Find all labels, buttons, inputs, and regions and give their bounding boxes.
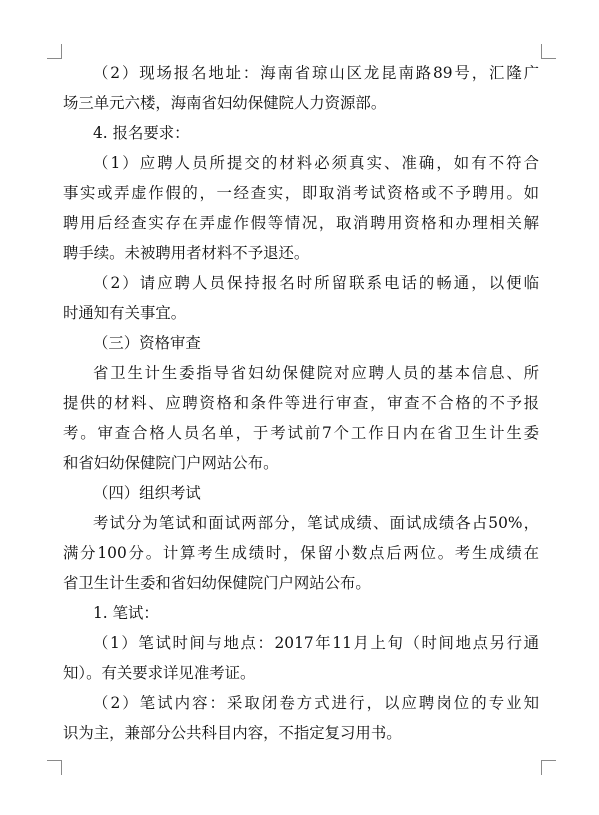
text-line: 提供的材料、应聘资格和条件等进行审查，审查不合格的不予报: [63, 394, 539, 412]
crop-mark-bottom-left: [47, 760, 62, 775]
text-line: 满分100分。计算考生成绩时，保留小数点后两位。考生成绩在: [63, 544, 539, 562]
text-line: （1）应聘人员所提交的材料必须真实、准确，如有不符合: [93, 154, 539, 172]
text-line: 和省妇幼保健院门户网站公布。: [63, 454, 279, 472]
text-line: 事实或弄虚作假的，一经查实，即取消考试资格或不予聘用。如: [63, 184, 539, 202]
section-heading: （四）组织考试: [93, 484, 201, 502]
text-line: （2）现场报名地址：海南省琼山区龙昆南路89号，汇隆广: [93, 64, 539, 82]
text-line: 聘手续。未被聘用者材料不予退还。: [63, 244, 310, 262]
text-line: （2）请应聘人员保持报名时所留联系电话的畅通，以便临: [93, 274, 539, 292]
text-line: 考试分为笔试和面试两部分，笔试成绩、面试成绩各占50%，: [93, 514, 539, 532]
crop-mark-top-left: [47, 44, 62, 59]
text-line: 知）。有关要求详见准考证。: [63, 664, 256, 682]
section-heading: （三）资格审查: [93, 334, 201, 352]
text-line: 场三单元六楼，海南省妇幼保健院人力资源部。: [63, 94, 387, 112]
text-line: （1）笔试时间与地点：2017年11月上旬（时间地点另行通: [93, 634, 539, 652]
text-line: 考。审查合格人员名单，于考试前7个工作日内在省卫生计生委: [63, 424, 539, 442]
text-line: 省卫生计生委指导省妇幼保健院对应聘人员的基本信息、所: [93, 364, 539, 382]
crop-mark-bottom-right: [541, 760, 556, 775]
section-heading: 4. 报名要求：: [93, 124, 190, 142]
text-line: 聘用后经查实存在弄虚作假等情况，取消聘用资格和办理相关解: [63, 214, 539, 232]
text-line: 识为主，兼部分公共科目内容，不指定复习用书。: [63, 724, 402, 742]
section-heading: 1. 笔试：: [93, 604, 159, 622]
text-line: （2）笔试内容：采取闭卷方式进行，以应聘岗位的专业知: [93, 694, 539, 712]
crop-mark-top-right: [541, 44, 556, 59]
text-line: 省卫生计生委和省妇幼保健院门户网站公布。: [63, 574, 371, 592]
text-line: 时通知有关事宜。: [63, 304, 187, 322]
